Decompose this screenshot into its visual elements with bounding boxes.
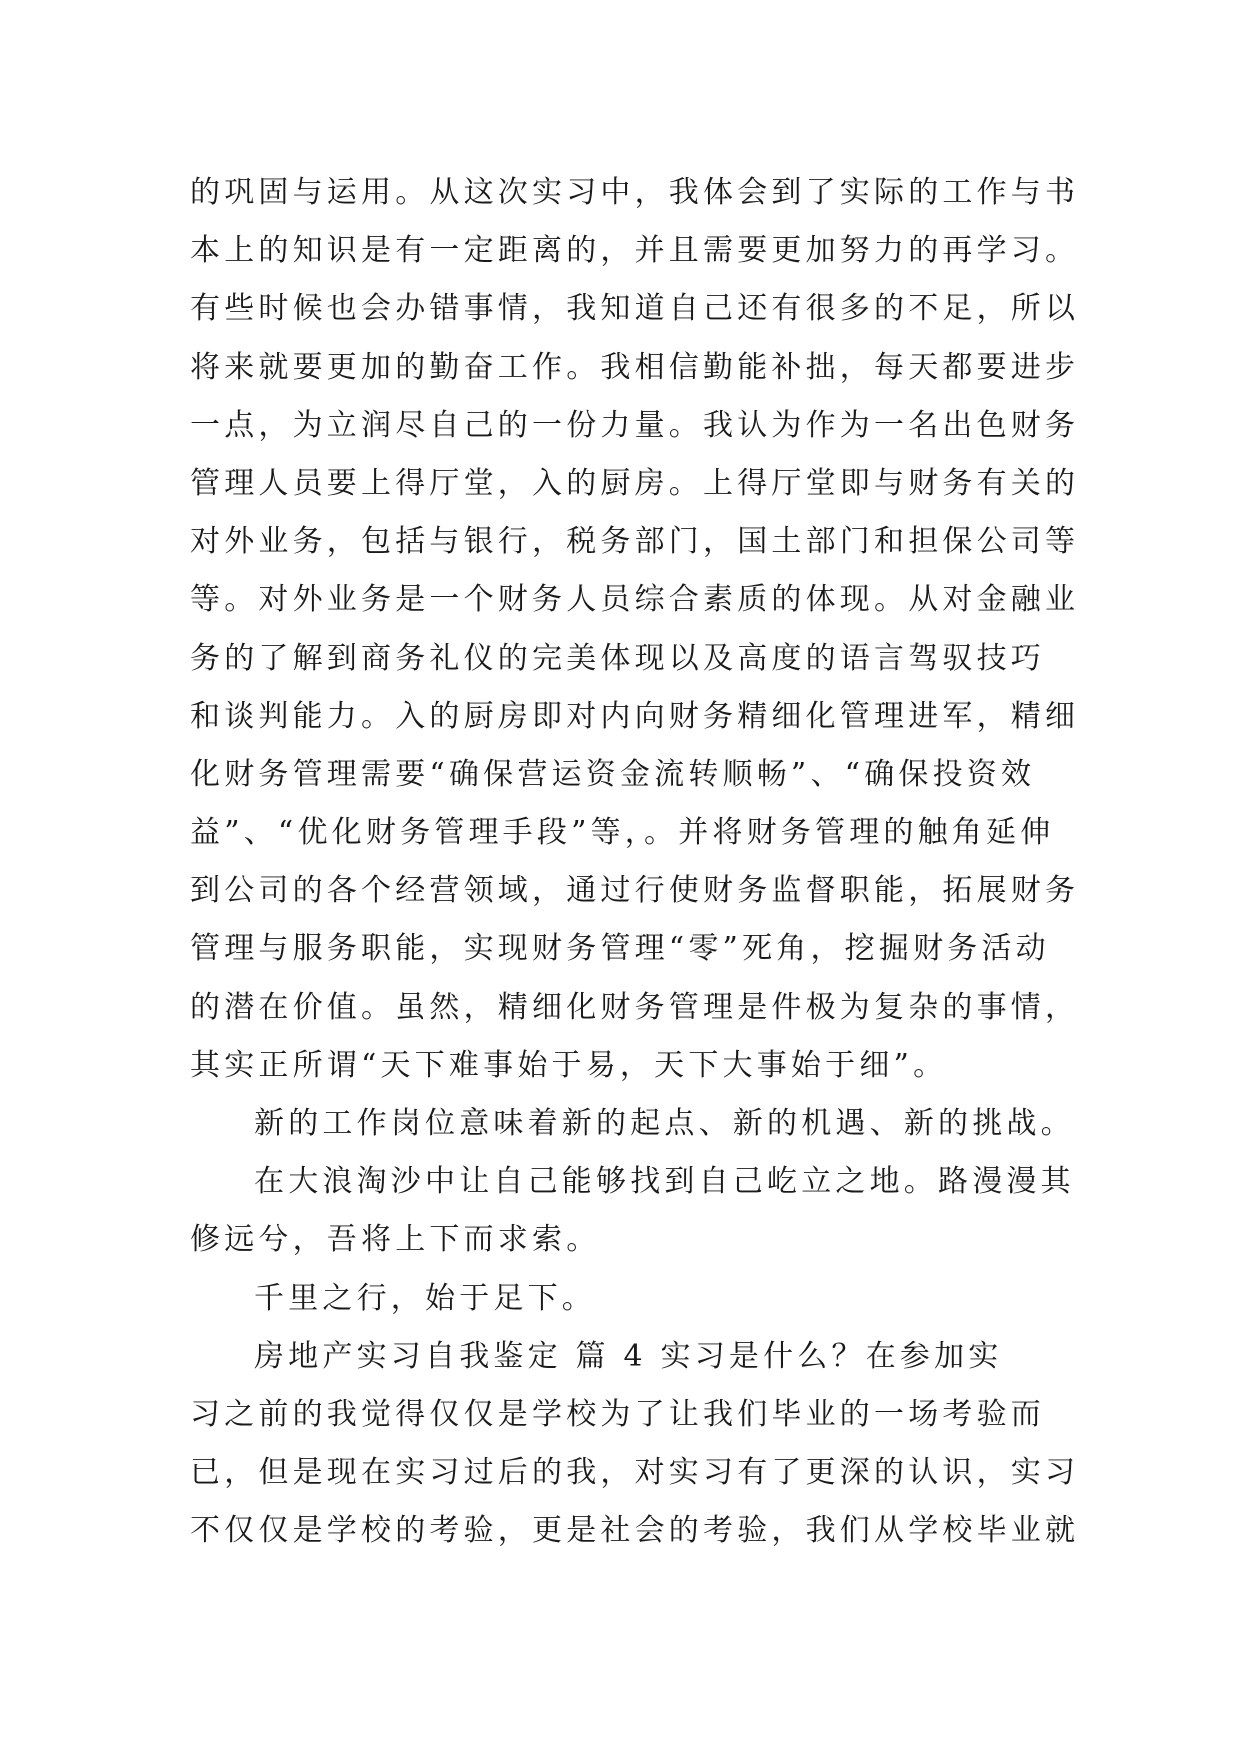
text-line: 等。对外业务是一个财务人员综合素质的体现。从对金融业: [190, 582, 1080, 618]
text-line: 益”、“优化财务管理手段”等，。并将财务管理的触角延伸: [190, 815, 1055, 851]
text-line: 务的了解到商务礼仪的完美体现以及高度的语言驾驭技巧: [190, 640, 1045, 676]
text-line: 对外业务，包括与银行，税务部门，国土部门和担保公司等: [190, 524, 1080, 560]
text-line: 的潜在价值。虽然，精细化财务管理是件极为复杂的事情，: [190, 989, 1080, 1025]
text-line: 习之前的我觉得仅仅是学校为了让我们毕业的一场考验而: [190, 1396, 1045, 1432]
section-heading-line: 房地产实习自我鉴定 篇 4 实习是什么？在参加实: [254, 1338, 1003, 1374]
text-line: 千里之行，始于足下。: [254, 1280, 596, 1316]
text-line: 到公司的各个经营领域，通过行使财务监督职能，拓展财务: [190, 873, 1080, 909]
body-text: [190, 164, 1080, 1561]
text-line: 的巩固与运用。从这次实习中，我体会到了实际的工作与书: [190, 175, 1080, 210]
text-line: 本上的知识是有一定距离的，并且需要更加努力的再学习。: [190, 233, 1080, 269]
text-line: 将来就要更加的勤奋工作。我相信勤能补拙，每天都要进步: [190, 349, 1080, 385]
text-line: 一点，为立润尽自己的一份力量。我认为作为一名出色财务: [190, 407, 1080, 443]
text-line: 和谈判能力。入的厨房即对内向财务精细化管理进军，精细: [190, 698, 1080, 734]
text-line: 不仅仅是学校的考验，更是社会的考验，我们从学校毕业就: [190, 1513, 1080, 1549]
text-line: 管理人员要上得厅堂，入的厨房。上得厅堂即与财务有关的: [190, 465, 1080, 501]
text-line: 修远兮，吾将上下而求索。: [190, 1222, 601, 1258]
text-line: 在大浪淘沙中让自己能够找到自己屹立之地。路漫漫其: [254, 1164, 1075, 1200]
text-line: 已，但是现在实习过后的我，对实习有了更深的认识，实习: [190, 1455, 1080, 1491]
text-line: 管理与服务职能，实现财务管理“零”死角，挖掘财务活动: [190, 931, 1050, 967]
text-line: 有些时候也会办错事情，我知道自己还有很多的不足，所以: [190, 291, 1080, 327]
text-line: 新的工作岗位意味着新的起点、新的机遇、新的挑战。: [254, 1106, 1075, 1141]
text-line: 其实正所谓“天下难事始于易，天下大事始于细”。: [190, 1047, 948, 1083]
text-line: 化财务管理需要“确保营运资金流转顺畅”、“确保投资效: [190, 756, 1036, 792]
